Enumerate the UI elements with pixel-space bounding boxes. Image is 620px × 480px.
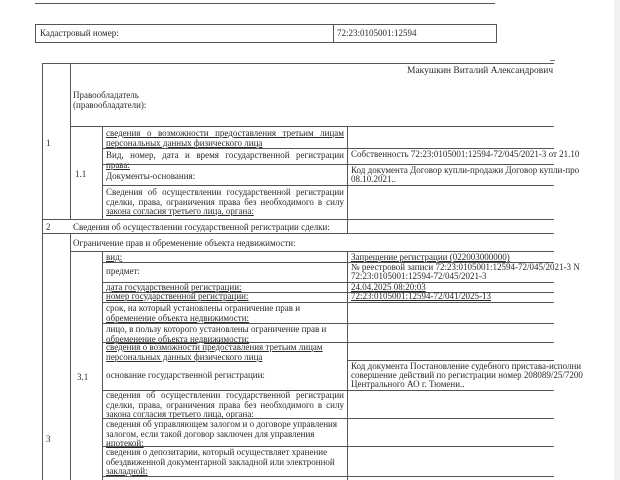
depository-label <box>106 448 335 477</box>
owner-name: Макушкин Виталий Александрович <box>407 66 554 76</box>
registration-number-label: номер государственной регистрации: <box>106 291 249 301</box>
text-line: сведения об осуществлении государственной регистрации <box>106 390 344 400</box>
encumbrance-kind-label: вид: <box>106 252 123 262</box>
text-line: лицо, в пользу которого установлены ограничение прав и <box>106 324 327 334</box>
text-line: сведения о депозитарии, который осуществляет хранение <box>106 447 328 457</box>
owner-name-tick <box>550 60 555 61</box>
registration-basis-value-line1: Код документа Постановление судебного пристава-исполни <box>351 361 582 371</box>
encumbrance-subject-value-line1: № реестровой записи 72:23:0105001:12594-72/045/2021-3 N <box>351 262 580 272</box>
text-line: закладной: <box>106 466 148 476</box>
owner-label: Правообладатель <box>73 90 139 100</box>
section-3-number: 3 <box>46 434 51 444</box>
text-line: залогом, если такой договор заключен для управления <box>106 428 315 439</box>
text-line: обременение объекта недвижимости: <box>106 312 250 323</box>
third-party-consent-label <box>106 188 344 217</box>
page-edge-shadow <box>614 0 620 480</box>
base-documents-value-line1: Код документа Договор купли-продажи Договор купли-про <box>351 165 580 175</box>
encumbrance-subject-value-line2: 72:23:0105001:12594-72/045/2021-3 <box>351 271 487 281</box>
encumbrance-header: Ограничение прав и обременение объекта недвижимости: <box>73 238 296 248</box>
cadastral-number-value: 72:23:0105001:12594 <box>337 28 417 38</box>
cadastral-number-label: Кадастровый номер: <box>36 25 334 42</box>
text-line: права: <box>106 159 130 170</box>
text-line: закона согласия третьего лица, органа: <box>106 409 254 419</box>
base-documents-label: Документы-основания: <box>106 171 196 181</box>
deal-registration-label: Сведения об осуществлении государственной регистрации сделки: <box>73 222 330 232</box>
text-line: обездвиженной документарной закладной или электронной <box>106 456 335 467</box>
text-line: сделки, права, ограничения права без необходимого в силу <box>106 196 344 207</box>
col3-left-border-s1 <box>102 126 103 220</box>
row-divider <box>102 185 554 186</box>
text-line: сделки, права, ограничения права без необходимого в силу <box>106 399 344 410</box>
text-line: сведения о возможности предоставления третьим лицам <box>106 128 344 138</box>
section-divider <box>42 219 554 220</box>
col1-left-border <box>42 63 43 480</box>
encumbrance-subject-label: предмет: <box>106 266 140 276</box>
text-line: сведения об управляющем залогом и о договоре управления <box>106 419 338 429</box>
right-registration-label <box>106 151 344 170</box>
third-party-consent-label-3 <box>106 391 344 420</box>
right-registration-value: Собственность 72:23:0105001:12594-72/045/2021-3 от 21.10 <box>351 149 580 159</box>
col2-left-border-s1 <box>70 63 71 220</box>
cadastral-number-row <box>35 24 497 43</box>
owner-label-sub: (правообладатели): <box>73 100 147 110</box>
registration-basis-label: основание государственной регистрации: <box>106 370 265 380</box>
value-col-border-s1 <box>347 126 348 220</box>
registration-basis-value-line2: совершение действий по регистрации номер 208089/25/7200 <box>351 370 583 380</box>
text-line: Сведения об осуществлении государственной регистрации <box>106 187 344 197</box>
registration-basis-value-line3: Центрального АО г. Тюмени.. <box>351 379 465 389</box>
encumbrance-kind-value: Запрещение регистрации (022003000000) <box>351 252 510 262</box>
pd-consent-label <box>106 129 344 148</box>
registration-number-value: 72:23:0105001:12594-72/041/2025-13 <box>351 291 491 301</box>
section-1-number: 1 <box>46 138 51 148</box>
text-line: персональных данных физического лица <box>106 137 263 148</box>
section-2-number: 2 <box>46 222 51 232</box>
text-line: обременение объекта недвижимости: <box>106 333 250 344</box>
text-line: закона согласия третьего лица, органа: <box>106 206 254 216</box>
row-divider <box>102 476 554 477</box>
base-documents-value-line2: 08.10.2021.. <box>351 174 396 184</box>
pledge-manager-label <box>106 420 337 449</box>
text-line: ипотекой: <box>106 438 144 448</box>
section-divider <box>42 233 554 234</box>
subsection-1-1-number: 1.1 <box>75 169 87 179</box>
encumbrance-term-label <box>106 304 300 323</box>
text-line: сведения о возможности предоставления третьим лицам <box>106 342 323 352</box>
row-divider <box>70 126 554 127</box>
registration-date-label: дата государственной регистрации: <box>106 282 242 292</box>
previous-table-bottom-border <box>35 0 495 4</box>
col2-left-border-s3 <box>70 233 71 480</box>
subsection-3-1-number: 3.1 <box>77 372 89 382</box>
text-line: срок, на который установлены ограничение прав и <box>106 303 301 313</box>
table-top-border <box>42 63 554 64</box>
text-line: персональных данных физического лица <box>106 351 263 362</box>
registration-date-value: 24.04.2025 08:20:03 <box>351 282 426 292</box>
value-col-border-s2 <box>347 219 348 233</box>
pd-consent-label-3 <box>106 343 323 362</box>
text-line: Вид, номер, дата и время государственной регистрации <box>106 150 344 160</box>
